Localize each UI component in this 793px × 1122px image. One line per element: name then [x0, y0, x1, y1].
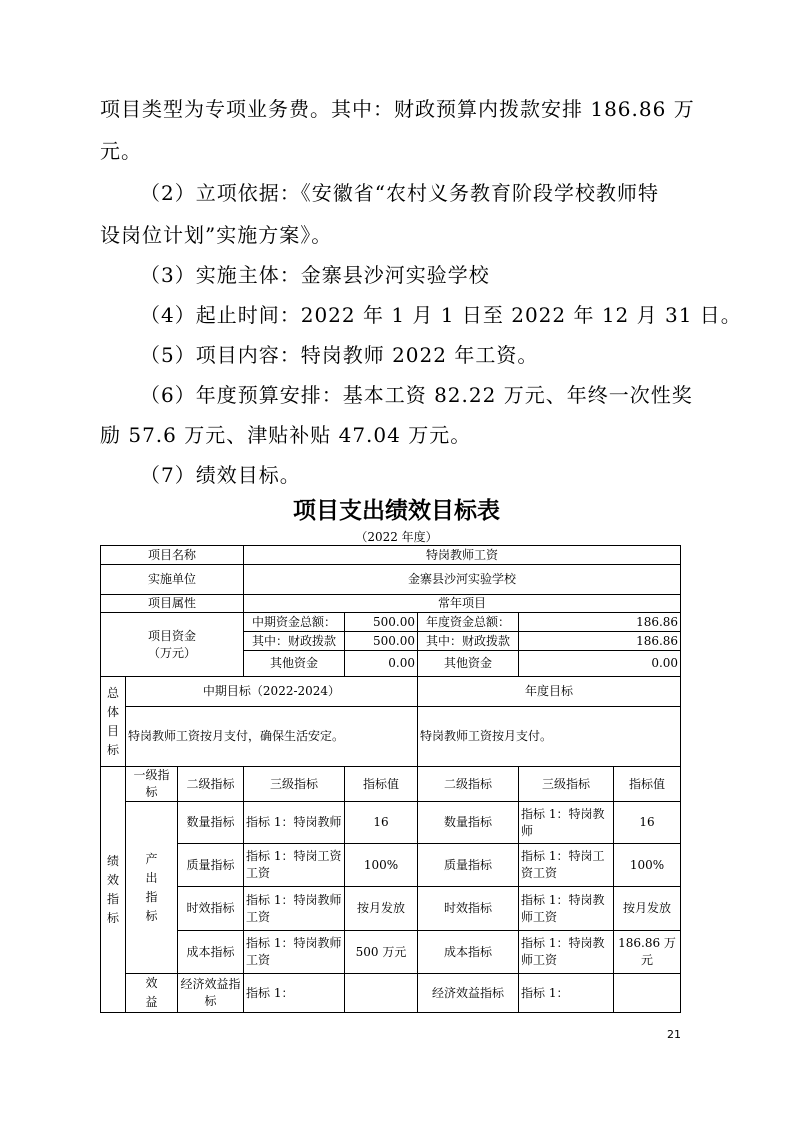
paragraph-line: 设岗位计划”实施方案》。: [100, 223, 333, 247]
cell-level3: 指标 1：: [519, 974, 614, 1013]
paragraph-line: （5）项目内容：特岗教师 2022 年工资。: [140, 343, 539, 367]
cell-level3: 指标 1：特岗教师: [244, 802, 345, 844]
cell-level3: 指标 1：特岗教师工资: [244, 931, 345, 974]
cell-value: 按月发放: [614, 887, 681, 931]
cell-level2: 时效指标: [418, 887, 519, 931]
paragraph-line: 励 57.6 万元、津贴补贴 47.04 万元。: [100, 423, 472, 447]
cell-value: 500 万元: [345, 931, 418, 974]
funds-label: [101, 613, 244, 677]
mid-fiscal-label: 其中：财政拨款: [244, 632, 345, 651]
cell-value: 186.86 万元: [614, 931, 681, 974]
funds-label-line: 项目资金: [147, 628, 196, 643]
project-name-value: 特岗教师工资: [244, 546, 681, 565]
unit-label: 实施单位: [101, 565, 244, 595]
cell-level2: 经济效益指标: [178, 974, 244, 1013]
table-row: [101, 844, 681, 887]
cell-level3: 指标 1：特岗工资工资: [244, 844, 345, 887]
cell-value: 按月发放: [345, 887, 418, 931]
table-row: [101, 974, 681, 1013]
cell-level3: 指标 1：特岗工资工资: [519, 844, 614, 887]
cell-level2: 质量指标: [178, 844, 244, 887]
header-level3: 三级指标: [519, 767, 614, 802]
year-fiscal-value: 186.86: [519, 632, 681, 651]
year-goal-header: 年度目标: [418, 677, 681, 707]
project-name-label: 项目名称: [101, 546, 244, 565]
mid-fiscal-value: 500.00: [345, 632, 418, 651]
funds-label-line: （万元）: [147, 645, 196, 660]
table-title: 项目支出绩效目标表: [293, 498, 500, 524]
mid-goal-header: 中期目标（2022-2024）: [126, 677, 418, 707]
table-row: [101, 887, 681, 931]
year-total-value: 186.86: [519, 613, 681, 632]
paragraph-line: 项目类型为专项业务费。其中：财政预算内拨款安排 186.86 万: [100, 97, 695, 121]
mid-other-label: 其他资金: [244, 651, 345, 677]
mid-goal-text: 特岗教师工资按月支付，确保生活安定。: [126, 707, 418, 767]
table-subtitle: （2022 年度）: [355, 530, 438, 544]
mid-total-value: 500.00: [345, 613, 418, 632]
cell-value: [345, 974, 418, 1013]
paragraph-line: （2）立项依据：《安徽省“农村义务教育阶段学校教师特: [140, 181, 659, 205]
header-level1: 一级指标: [126, 767, 178, 802]
unit-value: 金寨县沙河实验学校: [244, 565, 681, 595]
cell-level2: 数量指标: [178, 802, 244, 844]
paragraph-line: （7）绩效目标。: [140, 463, 301, 487]
header-level3: 三级指标: [244, 767, 345, 802]
cell-level3: 指标 1：特岗教师工资: [244, 887, 345, 931]
attr-value: 常年项目: [244, 595, 681, 613]
cell-level2: 经济效益指标: [418, 974, 519, 1013]
cell-level3: 指标 1：特岗教师工资: [519, 887, 614, 931]
year-other-label: 其他资金: [418, 651, 519, 677]
header-value: 指标值: [345, 767, 418, 802]
cell-value: [614, 974, 681, 1013]
cell-level2: 成本指标: [418, 931, 519, 974]
table-row: [101, 802, 681, 844]
performance-target-table: [100, 545, 681, 1013]
paragraph-line: 元。: [100, 139, 142, 163]
paragraph-line: （3）实施主体：金寨县沙河实验学校: [140, 263, 490, 287]
attr-label: 项目属性: [101, 595, 244, 613]
page-number: 21: [667, 1028, 681, 1041]
cell-level3: 指标 1：: [244, 974, 345, 1013]
cell-value: 16: [345, 802, 418, 844]
cell-level2: 时效指标: [178, 887, 244, 931]
year-fiscal-label: 其中：财政拨款: [418, 632, 519, 651]
benefit-indicator-label: 效 益: [126, 974, 178, 1013]
year-other-value: 0.00: [519, 651, 681, 677]
cell-value: 100%: [345, 844, 418, 887]
perf-indicator-label: 绩 效 指 标: [101, 767, 126, 1013]
cell-level2: 成本指标: [178, 931, 244, 974]
cell-level2: 数量指标: [418, 802, 519, 844]
mid-total-label: 中期资金总额：: [244, 613, 345, 632]
header-level2: 二级指标: [178, 767, 244, 802]
mid-other-value: 0.00: [345, 651, 418, 677]
table-row: [101, 931, 681, 974]
cell-value: 100%: [614, 844, 681, 887]
cell-level3: 指标 1：特岗教师: [519, 802, 614, 844]
output-indicator-label: 产 出 指 标: [126, 802, 178, 974]
overall-goal-label: 总 体 目 标: [101, 677, 126, 767]
paragraph-line: （6）年度预算安排：基本工资 82.22 万元、年终一次性奖: [140, 383, 693, 407]
header-level2: 二级指标: [418, 767, 519, 802]
header-value: 指标值: [614, 767, 681, 802]
cell-value: 16: [614, 802, 681, 844]
year-total-label: 年度资金总额：: [418, 613, 519, 632]
year-goal-text: 特岗教师工资按月支付。: [418, 707, 681, 767]
cell-level2: 质量指标: [418, 844, 519, 887]
cell-level3: 指标 1：特岗教师工资: [519, 931, 614, 974]
paragraph-line: （4）起止时间：2022 年 1 月 1 日至 2022 年 12 月 31 日。: [140, 303, 742, 327]
